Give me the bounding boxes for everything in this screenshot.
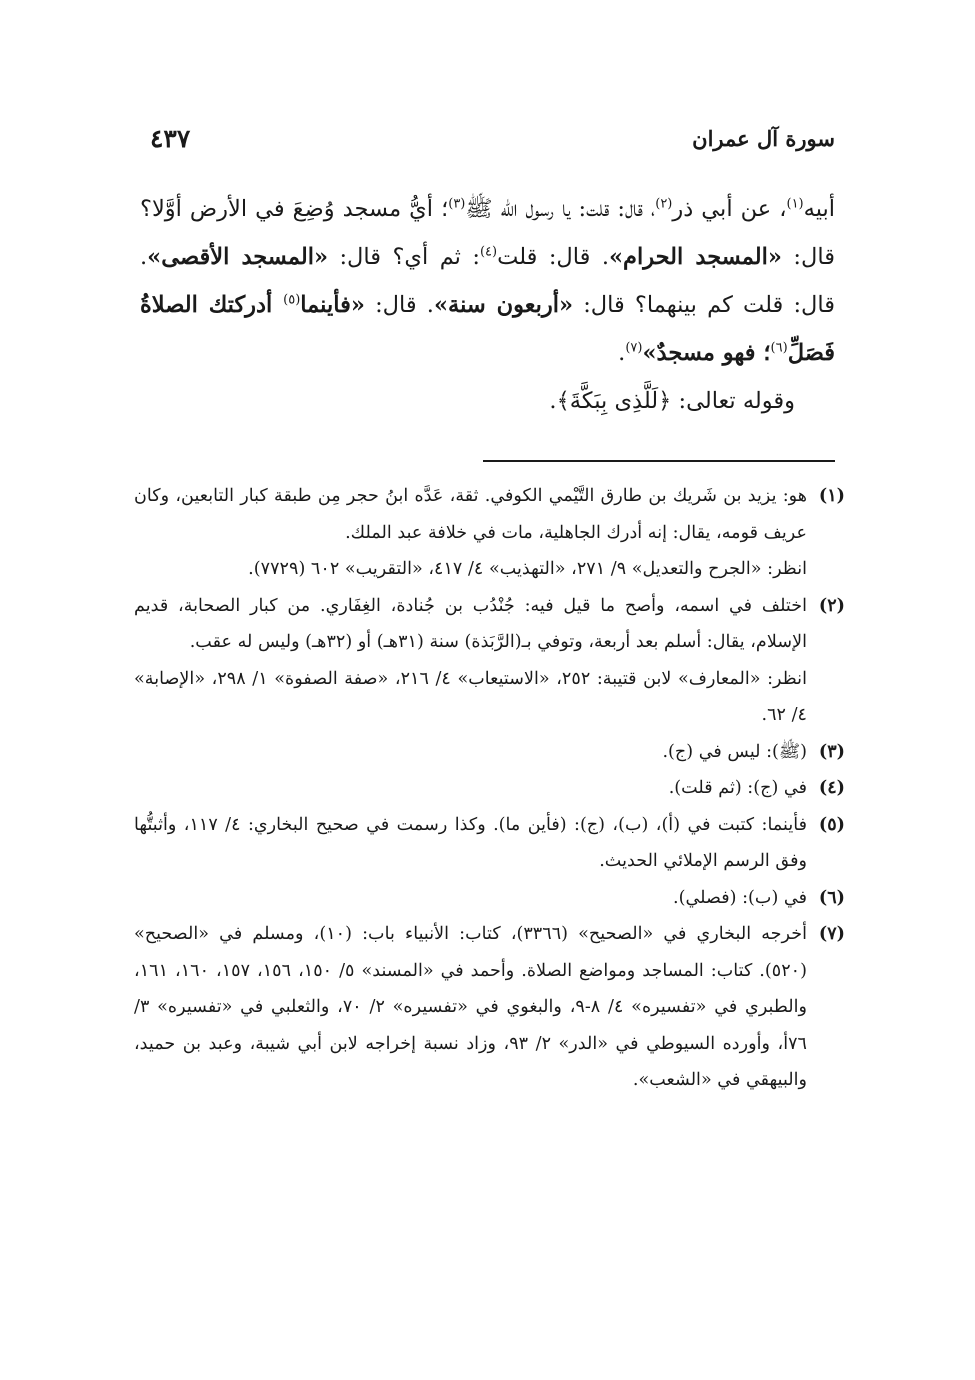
footnote-text: في (ج): (ثم قلت). [668,778,807,798]
footnote-body [134,770,807,807]
hadith-quote: «فأينما [300,292,365,318]
hadith-quote: ؛ فهو مسجدٌ» [642,340,771,366]
text-run: . [549,388,557,414]
footnote-ref[interactable]: (٤) [479,244,498,260]
footnote-number: (٦) [818,886,845,908]
footnote-ref[interactable]: (٧) [625,340,643,356]
footnote-number: (٤) [818,777,845,798]
footnote-ref[interactable]: (٦) [770,340,788,356]
footnote-reference: انظر: «المعارف» لابن قتيبة: ٢٥٢، «الاستيعاب» ٤/ ٢١٦، «صفة الصفوة» ١/ ٢٩٨، «الإصابة» ٤/ ٦٢. [134,668,807,725]
footnote-number: (٢) [818,594,845,616]
footnote-ref[interactable]: (٥) [283,292,301,308]
text-run: . قال: قلت كم بينهما؟ قال: [140,244,836,318]
footnote-2 [134,588,845,734]
footnote-reference: انظر: «الجرح والتعديل» ٩/ ٢٧١، «التهذيب» ٤/ ٤١٧، «التقريب» ٦٠٢ (٧٧٢٩). [248,559,807,579]
verse-intro: وقوله تعالى: [671,388,795,414]
footnote-7 [134,916,845,1099]
text-run: . قال: قلت [497,244,609,270]
footnote-number: (٧) [818,923,845,944]
footnote-text: فأينما: كتبت في (أ)، (ب)، (ج): (فأين ما). وكذا رسمت في صحيح البخاري: ٤/ ١١٧، وأثبتُّها وفق الرسم الإملائي الحديث. [134,814,807,871]
hadith-paragraph [140,185,835,377]
hadith-quote: أدركتك الصلاةُ فَصَلِّ [140,292,835,366]
footnote-body [134,916,807,1099]
footnote-number: (١) [818,485,845,506]
footnote-number: (٥) [818,813,845,835]
footnotes [134,478,845,1099]
footnote-ref[interactable]: (٣) [448,196,466,212]
footnote-number: (٣) [818,740,845,762]
footnote-body [134,588,807,734]
verse-line [140,377,835,425]
hadith-quote: «المسجد الحرام» [608,244,782,270]
hadith-quote: «أربعون سنة» [433,292,574,318]
page-header [150,118,835,158]
footnote-text: في (ب): (فصلي). [673,887,807,908]
footnote-body [134,880,807,917]
footnote-text: (ﷺ): ليس في (ج). [662,741,807,762]
text-run: : ثم أي؟ قال: [328,244,480,270]
hadith-quote: «المسجد الأقصى» [147,244,329,270]
footnote-body [134,807,807,880]
footnote-text: اختلف في اسمه، وأصح ما قيل فيه: جُنْدُب بن جُنادة، الغِفَاري. من كبار الصحابة، قديم الإسلام، يقال: أسلم بعد أربعة، وتوفي بـ(الرَّبَذة) سنة (٣١هـ) أو (٣٢هـ) وليس له عقب. [134,595,807,652]
footnote-body [134,478,807,588]
footnote-body [134,734,807,771]
text-run: ، قال: قلت: يا رسول الله ﷺ [465,196,656,222]
footnote-5 [134,807,845,880]
footnote-divider [483,460,835,462]
surah-title: سورة آل عمران [692,125,835,151]
text-run: ؛ أيُّ مسجد وُضِعَ في الأرض أوَّلا؟ قال: [140,196,835,270]
footnote-3 [134,734,845,771]
footnote-text: أخرجه البخاري في «الصحيح» (٣٣٦٦)، كتاب: الأنبياء باب: (١٠)، ومسلم في «الصحيح» (٥٢٠). كتاب: المساجد ومواضع الصلاة. وأحمد في «المسند» ٥/ ١٥٠، ١٥٦، ١٥٧، ١٦٠، ١٦١، والطبري في «تفسيره» ٤/ ٨-٩، والبغوي في «تفسيره» ٢/ ٧٠، والثعلبي في «تفسيره» ٣/ ٧٦أ، وأورده السيوطي في «الدر» ٢/ ٩٣، وزاد نسبة إخراجه لابن أبي شيبة، وعبد بن حميد، والبيهقي في «الشعب». [134,924,808,1090]
footnote-text: هو: يزيد بن شَريك بن طارق التَّيْمي الكوفي. ثقة، عَدَّه ابنُ حجر مِن طبقة كبار التابعين، وكان عريف قومه، يقال: إنه أدرك الجاهلية، مات في خلافة عبد الملك. [134,486,807,543]
quran-verse: ﴿لَلَّذِى بِبَكَّةَ﴾ [556,388,672,414]
text-run: أبيه [803,196,835,222]
footnote-1 [134,478,845,588]
footnote-ref[interactable]: (١) [786,196,804,212]
text-run: ، عن أبي ذر [672,196,787,222]
footnote-ref[interactable]: (٢) [655,196,673,212]
main-text [140,185,835,425]
text-run: . [618,340,626,366]
footnote-6 [134,880,845,917]
text-run: . قال: [364,292,434,318]
page-number: ٤٣٧ [150,123,191,153]
footnote-4 [134,770,845,807]
